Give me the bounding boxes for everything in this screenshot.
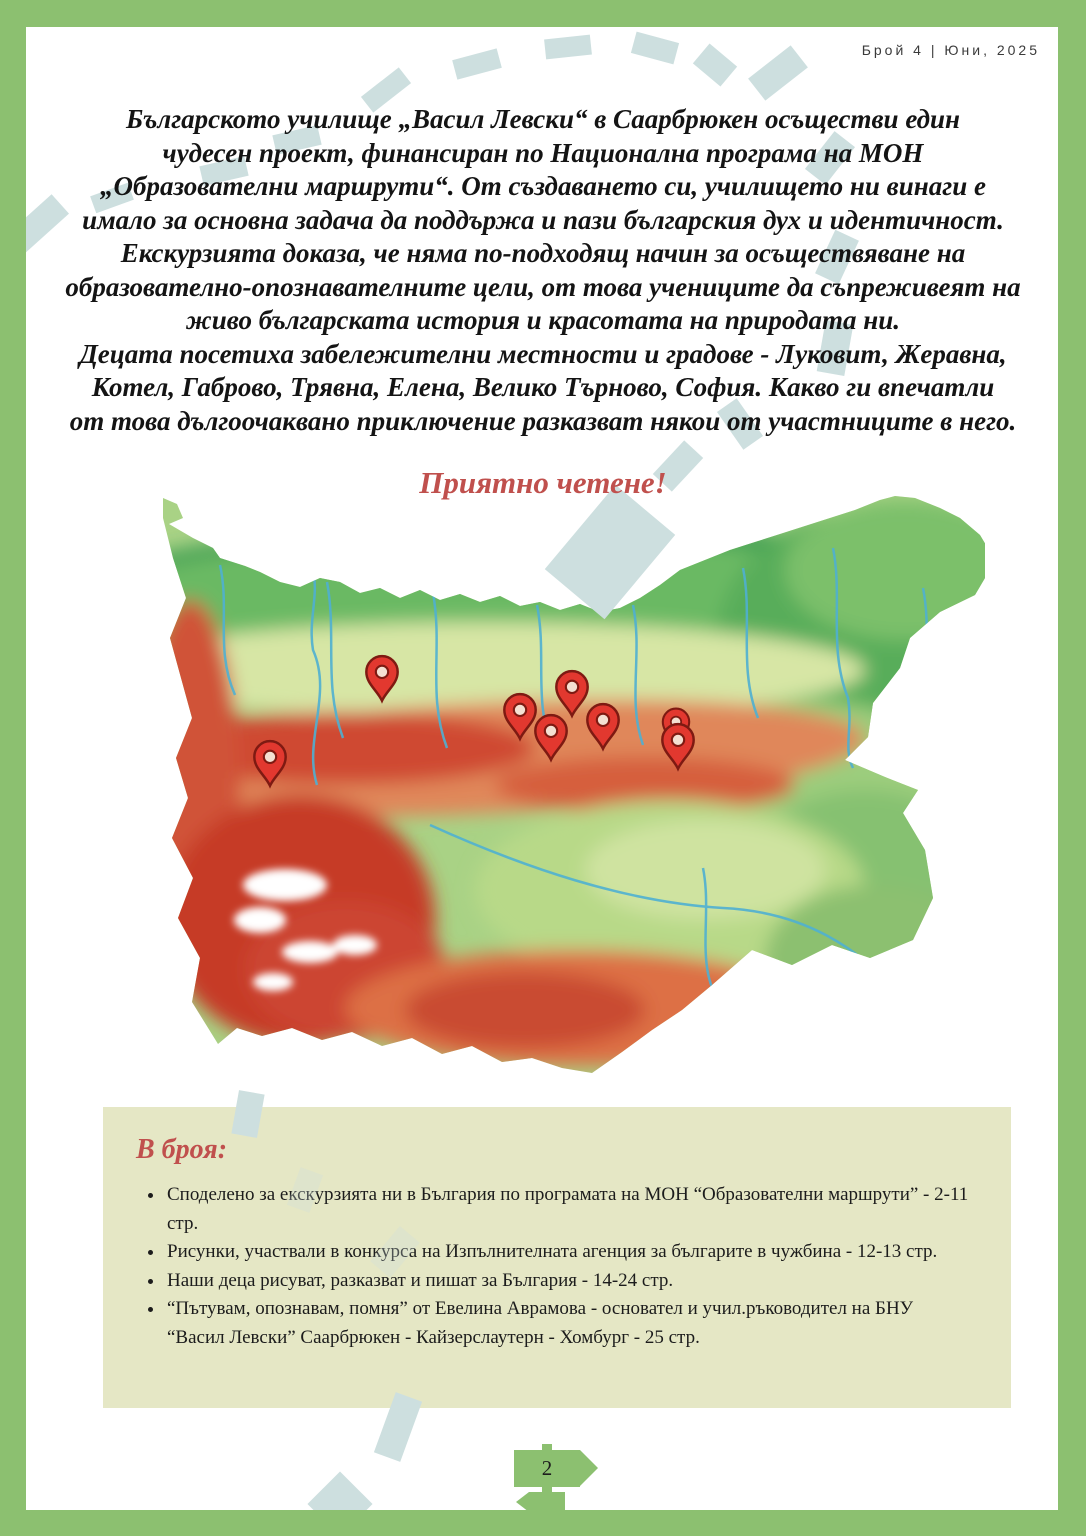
toc-title: В броя:: [136, 1134, 228, 1165]
intro-line: чудесен проект, финансиран по Национална програма на МОН: [162, 137, 924, 168]
signpost-icon: [514, 1450, 580, 1487]
intro-line: живо българската история и красотата на природата ни.: [186, 305, 900, 335]
dash-decoration: [452, 48, 502, 79]
intro-line: Екскурзията доказа, че няма по-подходящ начин за осъществяване на: [120, 238, 966, 268]
bulgaria-map: [105, 490, 985, 1080]
page-number: 2: [541, 1456, 553, 1480]
dash-decoration: [631, 32, 679, 65]
map-region: [105, 490, 985, 1080]
page-border-left: [0, 0, 26, 1536]
toc-item: • Рисунки, участвали в конкурса на Изпълнителната агенция за българите в чужбина - 12-13 стр.: [165, 1238, 973, 1267]
intro-line: от това дългоочаквано приключение разказват някои от участниците в него.: [69, 405, 1017, 436]
toc-item: • Наши деца рисуват, разказват и пишат за България - 14-24 стр.: [165, 1267, 973, 1296]
signpost-small-sign-icon: [529, 1492, 565, 1513]
intro-line: „Образователни маршрути“. От създаването си, училището ни винаги е: [100, 171, 986, 201]
intro-line: имало за основна задача да поддържа и пази българския дух и идентичност.: [82, 204, 1004, 235]
intro-line: Котел, Габрово, Трявна, Елена, Велико Търново, София. Какво ги впечатли: [91, 372, 995, 402]
dash-decoration: [693, 43, 737, 86]
intro-paragraph: [52, 103, 1034, 438]
page-border-top: [0, 0, 1086, 27]
toc-list: [103, 1181, 1011, 1353]
toc-item: • Споделено за екскурзията ни в България по програмата на МОН “Образователни маршрути” - 2-11 стр.: [165, 1181, 973, 1238]
intro-line: Децата посетиха забележителни местности и градове - Луковит, Жеравна,: [79, 338, 1007, 369]
page-border-right: [1058, 0, 1086, 1536]
signpost-arrow-right-icon: [580, 1450, 598, 1486]
dash-decoration: [748, 45, 808, 100]
intro-line: Българското училище „Васил Левски“ в Саарбрюкен осъществи един: [125, 104, 961, 134]
greeting-text: Приятно четене!: [419, 465, 667, 500]
toc-item: • “Пътувам, опознавам, помня” от Евелина Аврамова - основател и учил.ръководител на БНУ “Васил Левски” Саарбрюкен - Кайзерслаутерн - Хомбург - 25 стр.: [165, 1295, 973, 1352]
dash-decoration: [544, 35, 592, 60]
signpost-arrow-left-icon: [516, 1492, 529, 1512]
intro-line: образователно-опознавателните цели, от това учениците да съпреживеят на: [65, 271, 1021, 302]
toc-box: [103, 1107, 1011, 1408]
issue-label: Брой 4 | Юни, 2025: [861, 42, 1040, 58]
